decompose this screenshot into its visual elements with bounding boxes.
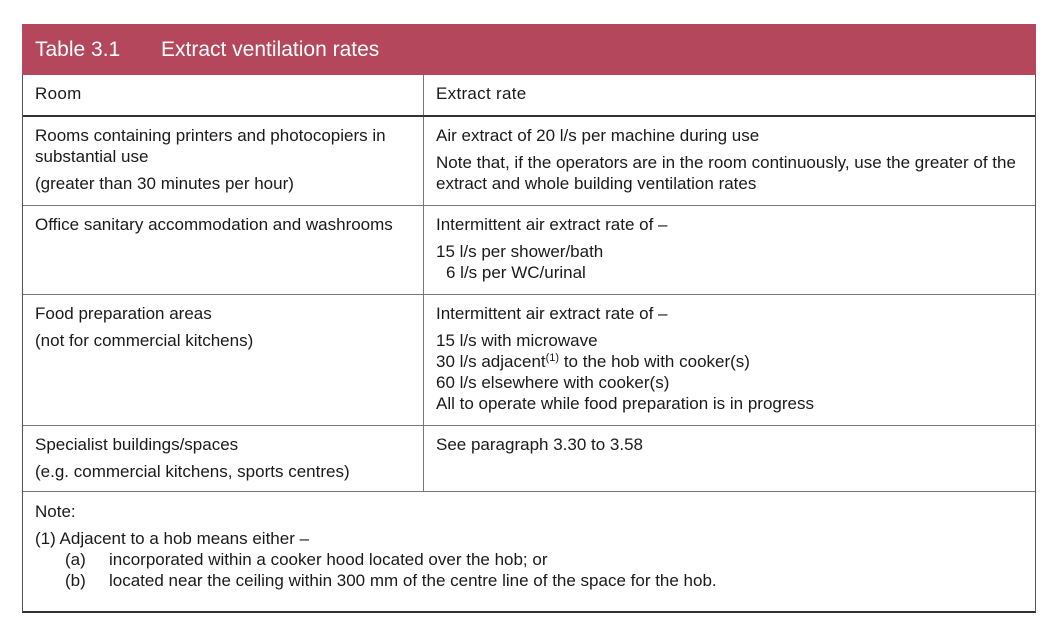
note-item-text: incorporated within a cooker hood located over the hob; or (109, 550, 548, 569)
rate-line: 60 l/s elsewhere with cooker(s) (436, 373, 670, 392)
note-label: Note: (35, 502, 76, 521)
rate-line: 15 l/s per shower/bath (436, 242, 604, 261)
note-item-label: (b) (65, 571, 86, 590)
rate-cell (424, 295, 1035, 425)
note-item-label: (a) (65, 550, 86, 569)
table-title-bar (22, 24, 1036, 75)
note-item (35, 549, 1035, 570)
room-subtext: (e.g. commercial kitchens, sports centres) (35, 462, 350, 481)
table-header-row (23, 75, 1035, 117)
rate-cell (424, 426, 1035, 491)
table-row (23, 295, 1035, 426)
room-text: Food preparation areas (35, 304, 212, 323)
rate-text: Intermittent air extract rate of – (436, 304, 668, 323)
room-subtext: (not for commercial kitchens) (35, 331, 254, 350)
rate-note: Note that, if the operators are in the room continuously, use the greater of the extract and whole building ventilation rates (436, 153, 1016, 193)
header-extract-rate: Extract rate (436, 84, 527, 103)
footnote-ref: (1) (545, 352, 560, 364)
room-cell (23, 295, 424, 425)
header-room: Room (23, 75, 424, 115)
note-item-text: located near the ceiling within 300 mm of the centre line of the space for the hob. (109, 571, 717, 590)
rate-line: 15 l/s with microwave (436, 331, 598, 350)
rate-cell (424, 117, 1035, 205)
room-text: Office sanitary accommodation and washrooms (35, 215, 393, 234)
rate-line: 6 l/s per WC/urinal (446, 263, 586, 282)
table-title: Extract ventilation rates (161, 37, 380, 61)
rate-line-start: 30 l/s adjacent (436, 352, 546, 371)
note-item (35, 570, 1035, 591)
room-cell (23, 117, 424, 205)
rate-text: Intermittent air extract rate of – (436, 215, 668, 234)
table-row (23, 426, 1035, 492)
rate-text: Air extract of 20 l/s per machine during use (436, 126, 760, 145)
table-body (22, 75, 1036, 613)
note-lead: (1) Adjacent to a hob means either – (35, 529, 310, 548)
room-subtext: (greater than 30 minutes per hour) (35, 174, 294, 193)
table-number: Table 3.1 (35, 37, 121, 61)
room-cell (23, 426, 424, 491)
rate-text: See paragraph 3.30 to 3.58 (436, 435, 643, 454)
room-text: Specialist buildings/spaces (35, 435, 239, 454)
table-row (23, 117, 1035, 206)
rate-cell (424, 206, 1035, 294)
ventilation-table (22, 24, 1036, 613)
table-row (23, 206, 1035, 295)
rate-line-end: to the hob with cooker(s) (559, 352, 750, 371)
rate-line (436, 351, 1035, 372)
table-note (23, 492, 1035, 611)
room-text: Rooms containing printers and photocopiers in substantial use (35, 126, 386, 166)
room-cell (23, 206, 424, 294)
rate-line: All to operate while food preparation is in progress (436, 394, 814, 413)
